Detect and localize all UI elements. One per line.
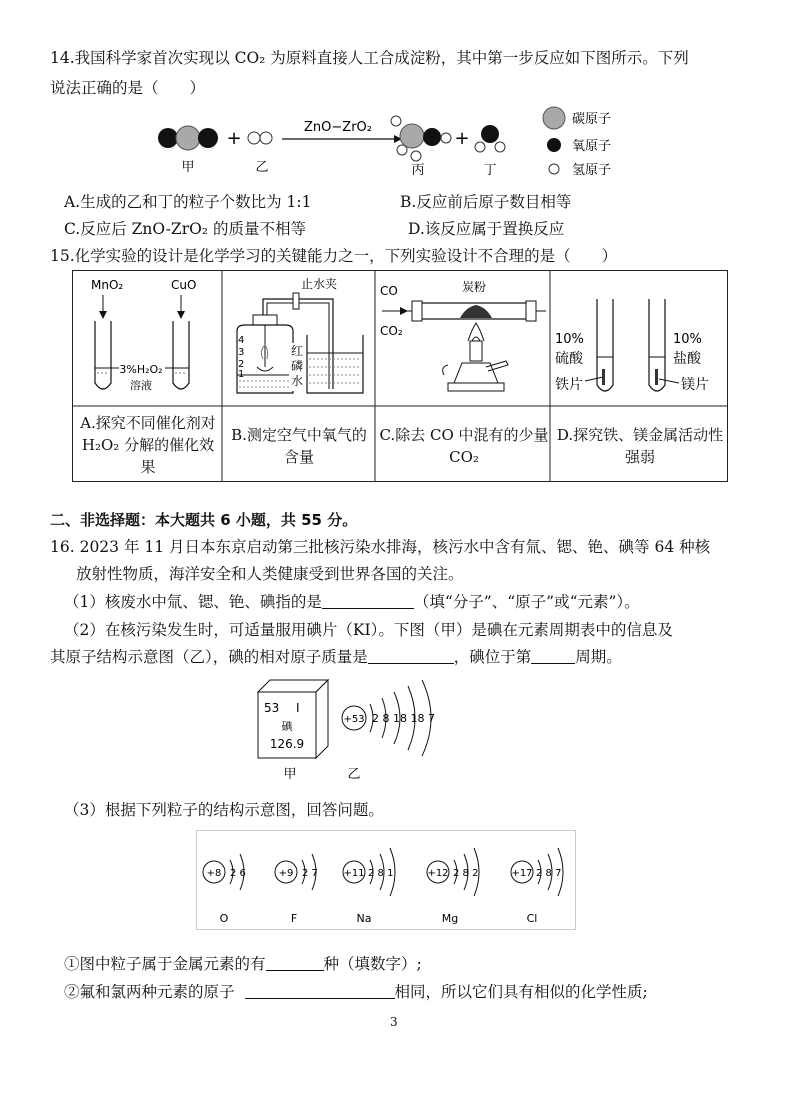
ding-o	[481, 125, 499, 143]
exp-d-acid2: 盐酸	[673, 351, 701, 367]
particle-cl-nucleus: +17	[511, 868, 533, 879]
exp-b-scale-2: 2	[238, 359, 245, 370]
q15-caption-d: D.探究铁、镁金属活动性强弱	[556, 426, 724, 466]
q16-part1	[64, 590, 640, 614]
bing-h4	[441, 133, 451, 143]
q14-option-c: C.反应后 ZnO-ZrO₂ 的质量不相等	[64, 220, 306, 238]
q14-option-a: A.生成的乙和丁的粒子个数比为 1:1	[64, 193, 312, 211]
legend-oxygen: 氧原子	[572, 139, 612, 154]
q16-part2-line1: （2）在核污染发生时，可适量服用碘片（KI）。下图（甲）是碘在元素周期表中的信息及	[64, 621, 673, 639]
q16-sub1-blank[interactable]	[266, 954, 324, 971]
particle-f-shells: 2 7	[302, 868, 318, 879]
iodine-symbol: I	[296, 701, 300, 715]
exp-a-reagent2: CuO	[171, 278, 197, 292]
q16-sub2	[64, 980, 648, 1004]
exp-b-scale-4: 4	[238, 335, 245, 346]
exp-a-solution2: 溶液	[130, 379, 152, 392]
q16-sub2-blank[interactable]	[245, 982, 395, 999]
particle-na-shells: 2 8 1	[368, 868, 394, 879]
exp-d-iron: 铁片	[555, 377, 583, 393]
iodine-nucleus-charge: +53	[343, 714, 365, 725]
particle-o-symbol: O	[219, 912, 229, 925]
particle-na-nucleus: +11	[343, 868, 365, 879]
ding-h2	[495, 142, 505, 152]
q15-caption-b: B.测定空气中氧气的含量	[231, 426, 367, 466]
exp-c-diagram	[376, 271, 550, 405]
particle-na-symbol: Na	[356, 912, 372, 925]
iodine-figure	[250, 674, 500, 782]
q16-period-blank[interactable]	[531, 647, 575, 664]
exp-b-water: 水	[291, 374, 304, 388]
q15-caption-c: C.除去 CO 中混有的少量 CO₂	[379, 426, 549, 466]
particle-na	[343, 848, 395, 925]
q16-part2-post: 周期。	[575, 648, 622, 666]
section2-title: 二、非选择题：本大题共 6 小题，共 55 分。	[50, 511, 358, 529]
particle-o-nucleus: +8	[206, 868, 222, 879]
particle-cl-shells: 2 8 7	[536, 868, 562, 879]
exp-b-phos1: 红	[291, 344, 304, 358]
particle-cl	[511, 848, 563, 925]
bing-h3	[411, 151, 421, 161]
legend-carbon: 碳原子	[572, 112, 612, 127]
exp-b-phos2: 磷	[291, 359, 304, 373]
iodine-shells: 2 8 18 18 7	[372, 712, 435, 725]
fig-label-jia: 甲	[283, 767, 297, 782]
page-number: 3	[390, 1015, 398, 1029]
iodine-mass: 126.9	[269, 737, 305, 751]
q14-reaction-diagram	[150, 106, 640, 180]
q16-part2-pre: 其原子结构示意图（乙），碘的相对原子质量是	[50, 648, 368, 666]
q16-sub1	[64, 952, 422, 976]
exp-b-scale-3: 3	[238, 347, 245, 358]
q16-part2-line2	[50, 645, 622, 669]
exp-d-acid2-conc: 10%	[673, 332, 702, 347]
jia-label: 甲	[181, 160, 195, 175]
q16-part1-pre: （1）核废水中氚、锶、铯、碘指的是	[64, 593, 322, 611]
exp-c-gas2: CO₂	[380, 324, 403, 338]
particle-mg-shells: 2 8 2	[453, 868, 479, 879]
q16-sub2-post: 相同，所以它们具有相似的化学性质;	[394, 983, 648, 1001]
q16-part2-mid: ，碘位于第	[453, 648, 532, 666]
particle-cl-symbol: Cl	[526, 912, 538, 925]
legend-h-icon	[549, 164, 559, 174]
exp-b-clamp: 止水夹	[301, 277, 338, 291]
exp-b-scale-1: 1	[238, 369, 245, 380]
q16-mass-blank[interactable]	[368, 647, 454, 664]
iodine-name: 碘	[281, 720, 293, 733]
q16-sub1-post: 种（填数字）;	[323, 955, 422, 973]
bing-c	[400, 124, 424, 148]
particle-o-shells: 2 6	[230, 868, 246, 879]
exp-d-mg: 镁片	[681, 377, 709, 393]
particle-mg-symbol: Mg	[441, 912, 459, 925]
legend-o-icon	[547, 138, 561, 152]
jia-o-left	[158, 128, 178, 148]
q16-sub2-pre: ②氟和氯两种元素的原子	[64, 983, 235, 1001]
catalyst-label: ZnO−ZrO₂	[304, 120, 372, 135]
iodine-number: 53	[264, 701, 280, 715]
bing-h1	[391, 116, 401, 126]
particle-o	[203, 854, 246, 925]
particle-mg-nucleus: +12	[427, 868, 449, 879]
q16-part3: （3）根据下列粒子的结构示意图，回答问题。	[64, 801, 384, 819]
particle-f-symbol: F	[290, 912, 298, 925]
q16-part1-post: （填“分子”、“原子”或“元素”）。	[413, 593, 640, 611]
yi-label: 乙	[255, 160, 269, 175]
plus-1: +	[226, 128, 242, 149]
q14-option-b: B.反应前后原子数目相等	[400, 193, 572, 211]
q14-stem-line1: 14.我国科学家首次实现以 CO₂ 为原料直接人工合成淀粉，其中第一步反应如下图所示。下列	[50, 49, 689, 67]
q15-caption-a: A.探究不同催化剂对 H₂O₂ 分解的催化效果	[80, 414, 216, 476]
particles-figure	[196, 830, 576, 930]
plus-2: +	[454, 128, 470, 149]
exp-d-acid1-conc: 10%	[555, 332, 584, 347]
jia-c	[176, 126, 200, 150]
fig-label-yi: 乙	[347, 767, 361, 782]
exp-a-diagram	[73, 271, 221, 405]
particle-f	[275, 854, 318, 925]
bing-label: 丙	[411, 163, 425, 178]
exp-c-carbon: 炭粉	[462, 280, 487, 294]
q14-option-d: D.该反应属于置换反应	[408, 220, 565, 238]
particle-mg	[427, 848, 479, 925]
ding-h1	[475, 142, 485, 152]
exp-d-diagram	[551, 271, 727, 405]
q16-line2: 放射性物质，海洋安全和人类健康受到世界各国的关注。	[76, 565, 464, 583]
yi-h-right	[260, 132, 272, 144]
exp-a-solution: 3%H₂O₂	[119, 363, 163, 376]
bing-o	[423, 128, 441, 146]
exp-d-acid1: 硫酸	[555, 351, 583, 367]
q16-line1: 16. 2023 年 11 月日本东京启动第三批核污染水排海，核污水中含有氚、锶、铯、碘等 64 种核	[50, 538, 711, 556]
particle-f-nucleus: +9	[278, 868, 294, 879]
q15-stem: 15.化学实验的设计是化学学习的关键能力之一，下列实验设计不合理的是（ ）	[50, 247, 618, 265]
jia-o-right	[198, 128, 218, 148]
q14-stem-line2: 说法正确的是（ ）	[50, 79, 206, 97]
ding-label: 丁	[483, 163, 497, 178]
legend-hydrogen: 氢原子	[572, 163, 612, 178]
exp-b-diagram	[223, 271, 373, 405]
yi-h-left	[248, 132, 260, 144]
exp-a-reagent1: MnO₂	[91, 278, 124, 292]
q16-part1-blank[interactable]	[322, 592, 414, 609]
q16-sub1-pre: ①图中粒子属于金属元素的有	[64, 955, 266, 973]
exp-c-gas1: CO	[380, 284, 398, 298]
legend-c-icon	[543, 107, 565, 129]
